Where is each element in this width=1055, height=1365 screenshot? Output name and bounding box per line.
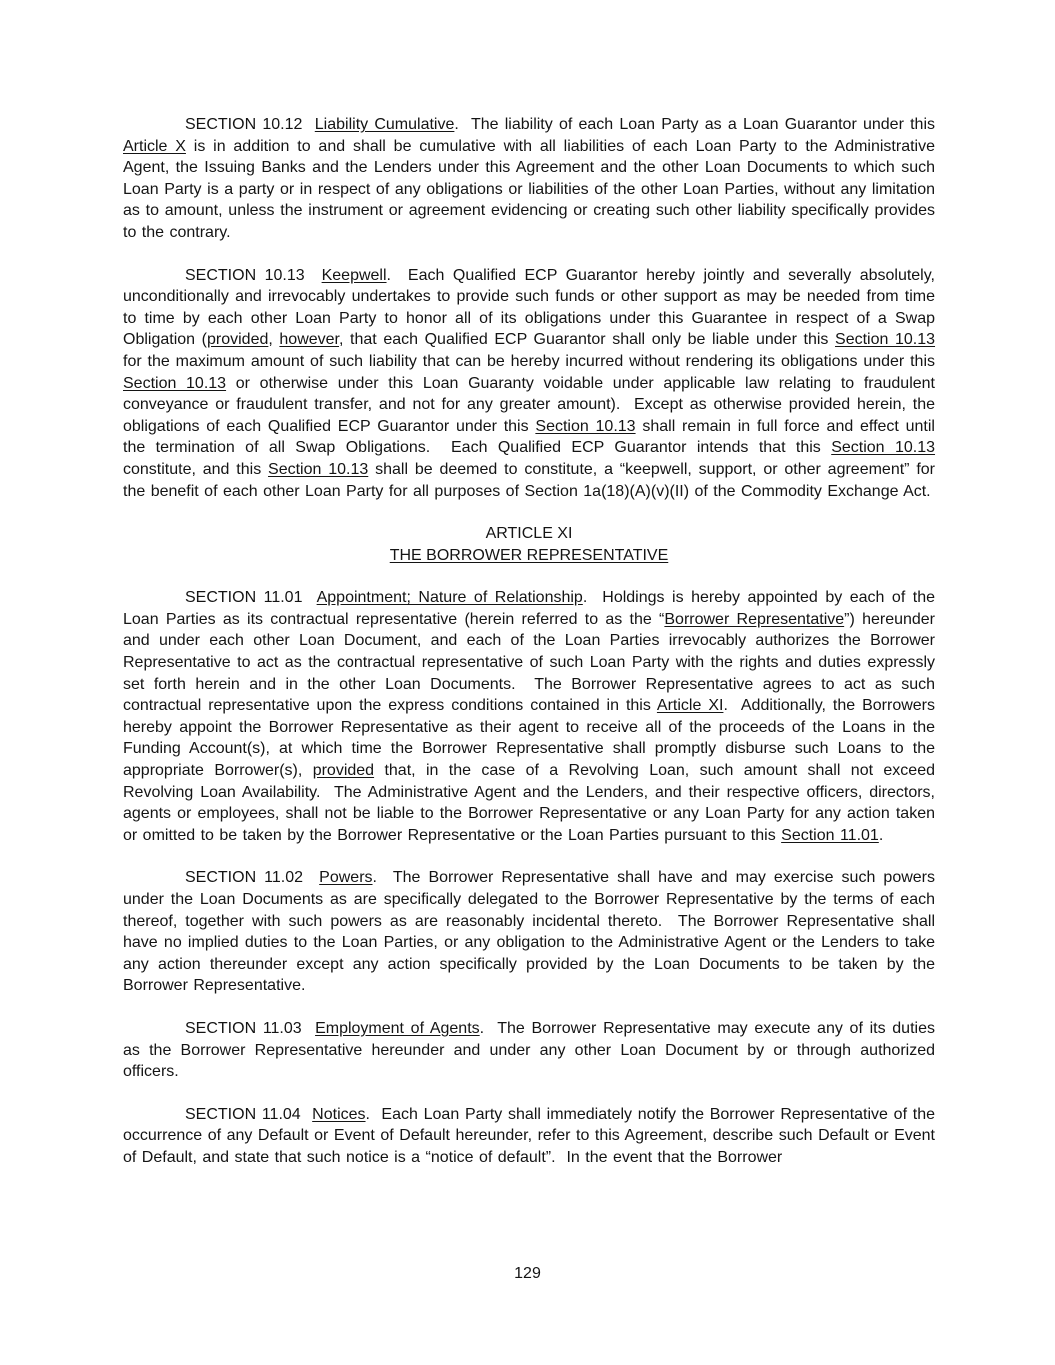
text-run: for the maximum amount of such liability that can be hereby incurred without rendering its obligations under this — [123, 352, 935, 370]
underlined-text-run: Section 11.01 — [781, 826, 879, 844]
underlined-text-run: Notices — [312, 1105, 366, 1123]
text-run: SECTION 11.01 — [185, 589, 317, 607]
article-heading-line: THE BORROWER REPRESENTATIVE — [389, 546, 669, 564]
underlined-text-run: Article X — [123, 137, 186, 155]
text-run: . The Borrower Representative shall have and may exercise such powers under the Loan Documents as are specifically delegated to the Borrower Representative by the terms of each thereof, together with such powers as are reasonably incidental thereto. The Borrower Representative shall have no implied duties to the Loan Parties, or any obligation to the Administrative Agent or the Lenders to take any action thereunder except any action specifically provided by the Loan Documents to be taken by the Borrower Representative. — [123, 869, 935, 995]
article-heading-line: ARTICLE XI — [485, 525, 573, 543]
underlined-text-run: however — [279, 331, 339, 349]
underlined-text-run: provided — [206, 331, 269, 349]
underlined-text-run: Section 10.13 — [535, 417, 636, 435]
underlined-text-run: Keepwell — [321, 266, 387, 284]
underlined-text-run: Liability Cumulative — [314, 116, 455, 133]
page-number: 129 — [514, 1265, 541, 1282]
underlined-text-run: Section 10.13 — [268, 460, 369, 478]
text-run: , — [268, 331, 280, 349]
underlined-text-run: Employment of Agents — [315, 1019, 480, 1037]
underlined-text-run: Section 10.13 — [123, 374, 227, 392]
underlined-text-run: Appointment; Nature of Relationship — [316, 589, 583, 607]
text-run: is in addition to and shall be cumulative with all liabilities of each Loan Party to the Administrative Agent, the Issuing Banks and the Lenders under this Agreement and the other Loan Documents to which such Loan Party is a party or in respect of any obligations or liabilities of the other Loan Parties, without any limitation as to amount, unless the instrument or agreement evidencing or creating such other liability specifically provides to the contrary. — [123, 137, 936, 241]
text-run: . Additionally, the Borrowers hereby appoint the Borrower Representative as their agent to receive all of the proceeds of the Loans in the Funding Account(s), at which time the Borrower Representative shall promptly disburse such Loans to the appropriate Borrower(s), — [123, 697, 936, 780]
text-run: shall remain in full force and effect until the termination of all Swap Obligations. Each Qualified ECP Guarantor intends that this — [123, 417, 935, 457]
text-run: ”) hereunder and under each other Loan Document, and each of the Loan Parties irrevocably authorizes the Borrower Representative to act as the contractual representative of such Loan Party with the rights and duties expressly set forth herein and in the other Loan Documents. The Borrower Representative agrees to act as such contractual representative upon the express conditions contained in this — [123, 610, 936, 715]
text-run: . Each Loan Party shall immediately notify the Borrower Representative of the occurrence of any Default or Event of Default hereunder, refer to this Agreement, describe such Default or Event of Default, and state that such notice is a “notice of default”. In the event that the Borrower — [123, 1105, 935, 1166]
underlined-text-run: Article XI — [656, 697, 724, 715]
paragraph — [123, 1018, 935, 1083]
text-run: . The liability of each Loan Party as a Loan Guarantor under this — [454, 116, 936, 133]
text-run: constitute, and this — [123, 460, 269, 478]
text-run: SECTION 10.12 — [185, 116, 315, 133]
text-run: that, in the case of a Revolving Loan, such amount shall not exceed Revolving Loan Availability. The Administrative Agent and the Lenders, and their respective officers, directors, agents or employees, shall not be liable to the Borrower Representative or any Loan Party for any action taken or omitted to be taken by the Borrower Representative or the Loan Parties pursuant to this — [123, 762, 936, 844]
paragraph — [123, 587, 935, 846]
underlined-text-run: Powers — [319, 869, 373, 887]
text-run: shall be deemed to constitute, a “keepwell, support, or other agreement” for the benefit of each other Loan Party for all purposes of Section 1a(18)(A)(v)(II) of the Commodity Exchange Act. — [123, 460, 936, 500]
underlined-text-run: provided — [312, 762, 375, 780]
text-run: or otherwise under this Loan Guaranty voidable under applicable law relating to fraudulent conveyance or fraudulent transfer, and not for any greater amount). Except as otherwise provided herein, the obligations of each Qualified ECP Guarantor under this — [123, 374, 935, 435]
paragraph — [123, 265, 935, 503]
text-run: SECTION 11.03 — [185, 1019, 316, 1037]
paragraph — [123, 1104, 935, 1169]
paragraph — [123, 114, 935, 244]
text-run: SECTION 11.04 — [185, 1105, 313, 1123]
document-body — [123, 114, 935, 1190]
page-footer — [0, 1265, 1055, 1283]
underlined-text-run: Borrower Representative — [664, 610, 845, 628]
text-run: SECTION 10.13 — [185, 266, 322, 284]
article-heading — [123, 523, 935, 566]
text-run: SECTION 11.02 — [185, 869, 320, 887]
text-run: , that each Qualified ECP Guarantor shall only be liable under this — [339, 331, 836, 349]
text-run: . Holdings is hereby appointed by each of the Loan Parties as its contractual representative (herein referred to as the “ — [123, 589, 936, 628]
underlined-text-run: Section 10.13 — [831, 439, 936, 457]
underlined-text-run: Section 10.13 — [835, 331, 936, 349]
text-run: . — [878, 826, 884, 844]
paragraph — [123, 867, 935, 997]
text-run: . The Borrower Representative may execute any of its duties as the Borrower Representative hereunder and under any other Loan Document by or through authorized officers. — [123, 1019, 935, 1081]
text-run: . Each Qualified ECP Guarantor hereby jointly and severally absolutely, unconditionally and irrevocably undertakes to provide such funds or other support as may be needed from time to time by each other Loan Party to honor all of its obligations under this Guarantee in respect of a Swap Obligation ( — [123, 266, 935, 349]
